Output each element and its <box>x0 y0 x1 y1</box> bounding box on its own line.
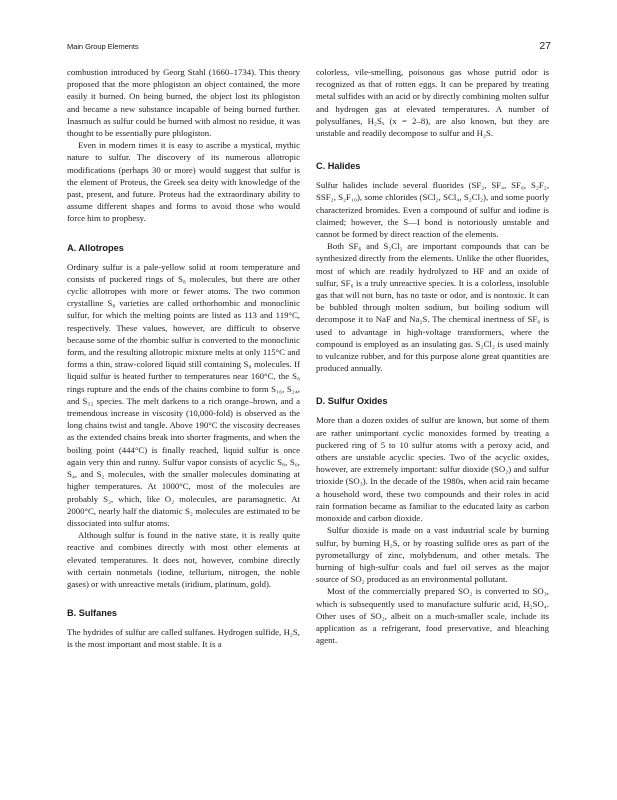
section-heading-sulfur-oxides: D. Sulfur Oxides <box>316 396 388 407</box>
running-title: Main Group Elements <box>67 42 139 51</box>
paragraph: Although sulfur is found in the native state, it is really quite reactive and combines directly with most other elements at elevated temperatures. It does not, however, combine directly with certain nonmetals (iodine, tellurium, nitrogen, the noble gases) or with unreactive metals (iridium, platinum, gold). <box>67 530 300 589</box>
section-heading-sulfanes: B. Sulfanes <box>67 608 118 619</box>
paragraph: Even in modern times it is easy to ascribe a mystical, mythic nature to sulfur. The discovery of its numerous allotropic modifications (perhaps 30 or more) would suggest that sulfur is the element of Proteus, the Greek sea deity with knowledge of the past, present, and future. Proteus had the extraordinary ability to assume different shapes and forms to avoid those who would force him to prophesy. <box>67 140 300 224</box>
paragraph: colorless, vile-smelling, poisonous gas whose putrid odor is recognized as that of rotten eggs. It can be prepared by treating metal sulfides with an acid or by directly combining molten sulfur and hydrogen gas at elevated temperatures. A number of polysulfanes, H₂Sₓ (x = 2–8), are also known, but they are unstable and readily decompose to sulfur and H₂S. <box>316 67 549 139</box>
paragraph: Both SF₆ and S₂Cl₂ are important compounds that can be synthesized directly from the elements. Unlike the other fluorides, most of which are readily hydrolyzed to HF and an oxide of sulfur, SF₆ is a truly unreactive species. It is a colorless, insoluble gas that will not burn, has no taste or odor, and is nontoxic. It can be bubbled through molten sodium, but boiling sodium will decompose it to NaF and Na₂S. The chemical inertness of SF₆ is used to advantage in high-voltage transformers, where the compound is employed as an insulating gas. S₂Cl₂ is used mainly to vulcanize rubber, and for this purpose alone great quantities are produced annually. <box>316 241 549 374</box>
paragraph: combustion introduced by Georg Stahl (1660–1734). This theory proposed that the more phlogiston an object contained, the more easily it burned. On being burned, the object lost its phlogiston and became a new substance incapable of being burned further. Inasmuch as sulfur could be burned with almost no residue, it was thought to be essentially pure phlogiston. <box>67 67 300 139</box>
page-number: 27 <box>539 40 551 52</box>
paragraph: Sulfur halides include several fluorides (SF₂, SF₄, SF₆, S₂F₂, SSF₂, S₂F₁₀), some chlorides (SCl₂, SCl₄, S₂Cl₂), and some poorly characterized bromides. Even a compound of sulfur and iodine is claimed; however, the S—I bond is notoriously unstable and cannot be formed by direct reaction of the elements. <box>316 180 549 240</box>
right-column <box>316 66 549 646</box>
section-heading-allotropes: A. Allotropes <box>67 242 124 253</box>
section-heading-halides: C. Halides <box>316 161 361 172</box>
paragraph: Most of the commercially prepared SO₂ is converted to SO₃, which is subsequently used to manufacture sulfuric acid, H₂SO₄. Other uses of SO₂, albeit on a much-smaller scale, include its application as a refrigerant, food preservative, and bleaching agent. <box>316 586 549 646</box>
running-header <box>67 40 551 52</box>
paragraph: More than a dozen oxides of sulfur are known, but some of them are rather unimportant cyclic monoxides formed by treating a puckered ring of 5 to 10 sulfur atoms with a peroxy acid, and others are unstable acyclic species. Two of the acyclic oxides, however, are extremely important: sulfur dioxide (SO₂) and sulfur trioxide (SO₃). In the decade of the 1980s, when acid rain became a household word, these two compounds and their roles in acid rain formation became as familiar to the educated laity as carbon monoxide and carbon dioxide. <box>316 415 549 524</box>
paragraph: The hydrides of sulfur are called sulfanes. Hydrogen sulfide, H₂S, is the most important and most stable. It is a <box>67 627 300 650</box>
paragraph: Sulfur dioxide is made on a vast industrial scale by burning sulfur, by burning H₂S, or by roasting sulfide ores as part of the pyrometallurgy of zinc, molybdenum, and other metals. The burning of high-sulfur coals and fuel oil serves as the major source of SO₂ produced as an environmental pollutant. <box>316 525 549 585</box>
paragraph: Ordinary sulfur is a pale-yellow solid at room temperature and consists of puckered rings of S₈ molecules, but there are other cyclic allotropes with more or fewer atoms. The two common crystalline S₈ varieties are called orthorhombic and monoclinic sulfur, for which the melting points are listed as 113 and 119°C, respectively. These values, however, are difficult to observe because some of the rhombic sulfur is converted to the monoclinic form, and the resulting allotropic mixture melts at only 115°C and forms a thin, straw-colored liquid still containing S₈ molecules. If liquid sulfur is heated further to temperatures near 160°C, the S₈ rings rupture and the ends of the chains combine to form S₁₆, S₂₄, and S₃₂ species. The melt darkens to a rich orange–brown, and a tremendous increase in viscosity (10,000-fold) is observed as the long chains twist and tangle. Above 190°C the viscosity decreases as the extended chains break into shorter fragments, and when the boiling point (444°C) is finally reached, liquid sulfur is once again very thin and runny. Sulfur vapor consists of acyclic S₈, S₆, S₄, and S₂ molecules, with the smaller molecules dominating at higher temperatures. At 1000°C, most of the molecules are probably S₂, which, like O₂ molecules, are paramagnetic. At 2000°C, nearly half the diatomic S₂ molecules are estimated to be dissociated into sulfur atoms. <box>67 261 300 528</box>
left-column <box>67 66 300 651</box>
